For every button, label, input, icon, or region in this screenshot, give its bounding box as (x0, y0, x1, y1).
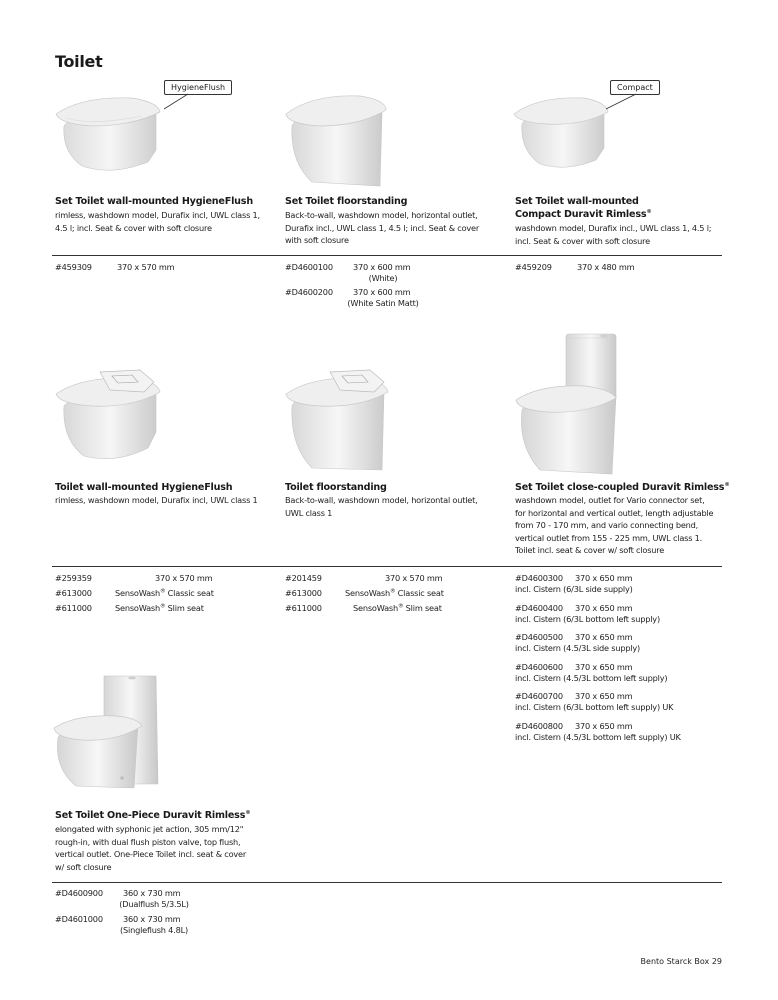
product-description: washdown model, outlet for Vario connector set, for horizontal and vertical outlet, length adjustable from 70 - 170 mm, and vario connecting bend, vertical outlet from 155 - 225 mm, UWL class 1. Toilet incl. seat & cover w/ soft closure (515, 495, 714, 556)
toilet-sensowash-wall-mounted-image (52, 362, 164, 462)
section-divider (52, 566, 722, 567)
page-title: Toilet (55, 52, 103, 71)
product-title: Toilet floorstanding (285, 482, 387, 493)
toilet-one-piece-image (52, 672, 164, 790)
product-title: Set Toilet close-coupled Duravit Rimless® (515, 481, 730, 493)
toilet-compact-image (510, 92, 614, 172)
spec-row: #D4600600 370 x 650 mm incl. Cistern (4.5/3L bottom left supply) (515, 662, 668, 683)
product-title: Set Toilet One-Piece Duravit Rimless® (55, 809, 251, 821)
callout-pointer (160, 93, 190, 113)
callout-pointer (600, 93, 640, 113)
toilet-wall-mounted-image (52, 92, 170, 174)
hygieneflush-callout: HygieneFlush (164, 80, 232, 95)
spec-row: #D4600500 370 x 650 mm incl. Cistern (4.5/3L side supply) (515, 632, 641, 653)
product-description: Back-to-wall, washdown model, horizontal outlet, Durafix incl., UWL class 1, 4.5 l; incl. Seat & cover with soft closure (285, 210, 480, 246)
page-footer: Bento Starck Box 29 (640, 957, 722, 966)
section-divider (52, 882, 722, 883)
spec-row: #D4600100 370 x 600 mm (White) (285, 262, 411, 283)
toilet-floorstanding-image (282, 92, 392, 188)
product-title: Set Toilet wall-mounted Compact Duravit Rimless® (515, 196, 652, 220)
toilet-close-coupled-image (512, 330, 622, 476)
product-title: Set Toilet floorstanding (285, 196, 408, 207)
spec-row: #D4600300 370 x 650 mm incl. Cistern (6/3L side supply) (515, 573, 633, 594)
product-description: Back-to-wall, washdown model, horizontal outlet, UWL class 1 (285, 495, 478, 518)
spec-row: #D4600900 360 x 730 mm (Dualflush 5/3.5L) (55, 888, 189, 909)
spec-row: #D4600700 370 x 650 mm incl. Cistern (6/3L bottom left supply) UK (515, 691, 674, 712)
spec-row: #D4601000 360 x 730 mm (Singleflush 4.8L) (55, 914, 188, 935)
product-description: elongated with syphonic jet action, 305 mm/12" rough-in, with dual flush piston valve, top flush, vertical outlet. One-Piece Toilet incl. seat & cover w/ soft closure (55, 824, 247, 872)
compact-callout: Compact (610, 80, 660, 95)
product-title: Set Toilet wall-mounted HygieneFlush (55, 196, 253, 207)
spec-row: #D4600400 370 x 650 mm incl. Cistern (6/3L bottom left supply) (515, 603, 660, 624)
spec-row: #D4600200 370 x 600 mm (White Satin Matt) (285, 287, 419, 308)
product-description: rimless, washdown model, Durafix incl, UWL class 1 (55, 495, 258, 505)
product-description: rimless, washdown model, Durafix incl, UWL class 1, 4.5 l; incl. Seat & cover with soft closure (55, 210, 260, 233)
product-title: Toilet wall-mounted HygieneFlush (55, 482, 233, 493)
toilet-sensowash-floorstanding-image (282, 362, 392, 472)
section-divider (52, 255, 722, 256)
spec-row: #D4600800 370 x 650 mm incl. Cistern (4.5/3L bottom left supply) UK (515, 721, 681, 742)
product-description: washdown model, Durafix incl., UWL class 1, 4.5 l; incl. Seat & cover with soft closure (515, 223, 712, 246)
